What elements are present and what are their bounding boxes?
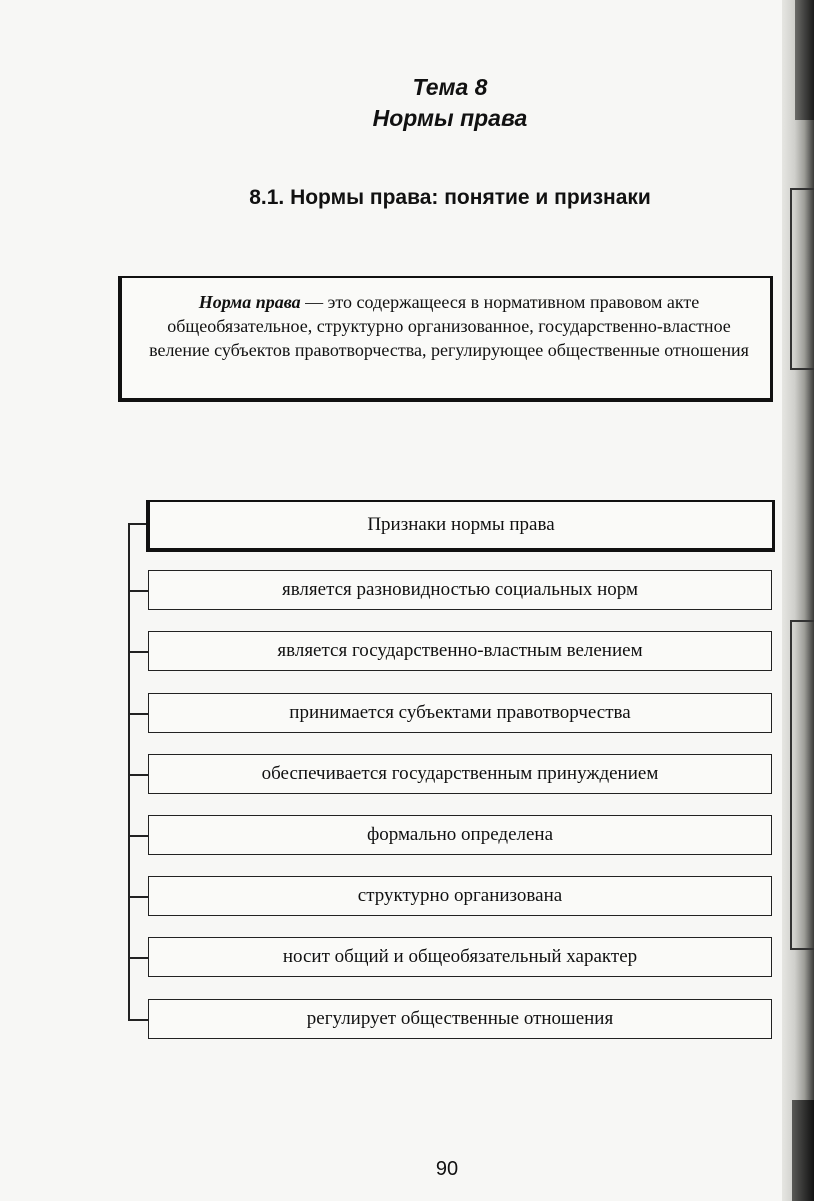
- diagram-connector-branch: [128, 651, 148, 653]
- definition-term: Норма права: [198, 292, 301, 312]
- topic-number: Тема 8: [412, 74, 488, 100]
- feature-item: носит общий и общеобязательный характер: [148, 937, 772, 977]
- diagram-connector-branch: [128, 957, 148, 959]
- adjacent-page-edge: [782, 0, 814, 1201]
- feature-item: структурно организована: [148, 876, 772, 916]
- feature-item: формально определена: [148, 815, 772, 855]
- diagram-connector-branch: [128, 835, 148, 837]
- topic-name: Нормы права: [372, 105, 528, 131]
- feature-item: является государственно-властным велением: [148, 631, 772, 671]
- diagram-connector-branch: [128, 523, 148, 525]
- diagram-connector-branch: [128, 713, 148, 715]
- topic-title: [300, 72, 600, 134]
- page-number: 90: [435, 1158, 459, 1180]
- feature-item: принимается субъектами правотворчества: [148, 693, 772, 733]
- feature-item: является разновидностью социальных норм: [148, 570, 772, 610]
- definition-text: [146, 290, 752, 362]
- feature-item: обеспечивается государственным принуждением: [148, 754, 772, 794]
- diagram-connector-trunk: [128, 523, 130, 1020]
- adjacent-page-box-fragment: [790, 188, 814, 370]
- definition-box: [118, 276, 773, 402]
- diagram-connector-branch: [128, 774, 148, 776]
- page-binding-shadow-bottom: [792, 1100, 814, 1201]
- features-header: Признаки нормы права: [146, 500, 775, 552]
- adjacent-page-box-fragment: [790, 620, 814, 950]
- diagram-connector-branch: [128, 590, 148, 592]
- definition-body: — это содержащееся в нормативном правовом акте общеобязательное, структурно организованное, государственно-властное веление субъектов правотворчества, регулирующее общественные отношения: [149, 292, 749, 360]
- diagram-connector-branch: [128, 896, 148, 898]
- diagram-connector-branch: [128, 1019, 148, 1021]
- section-heading: 8.1. Нормы права: понятие и признаки: [249, 186, 651, 209]
- page-binding-shadow-top: [795, 0, 814, 120]
- feature-item: регулирует общественные отношения: [148, 999, 772, 1039]
